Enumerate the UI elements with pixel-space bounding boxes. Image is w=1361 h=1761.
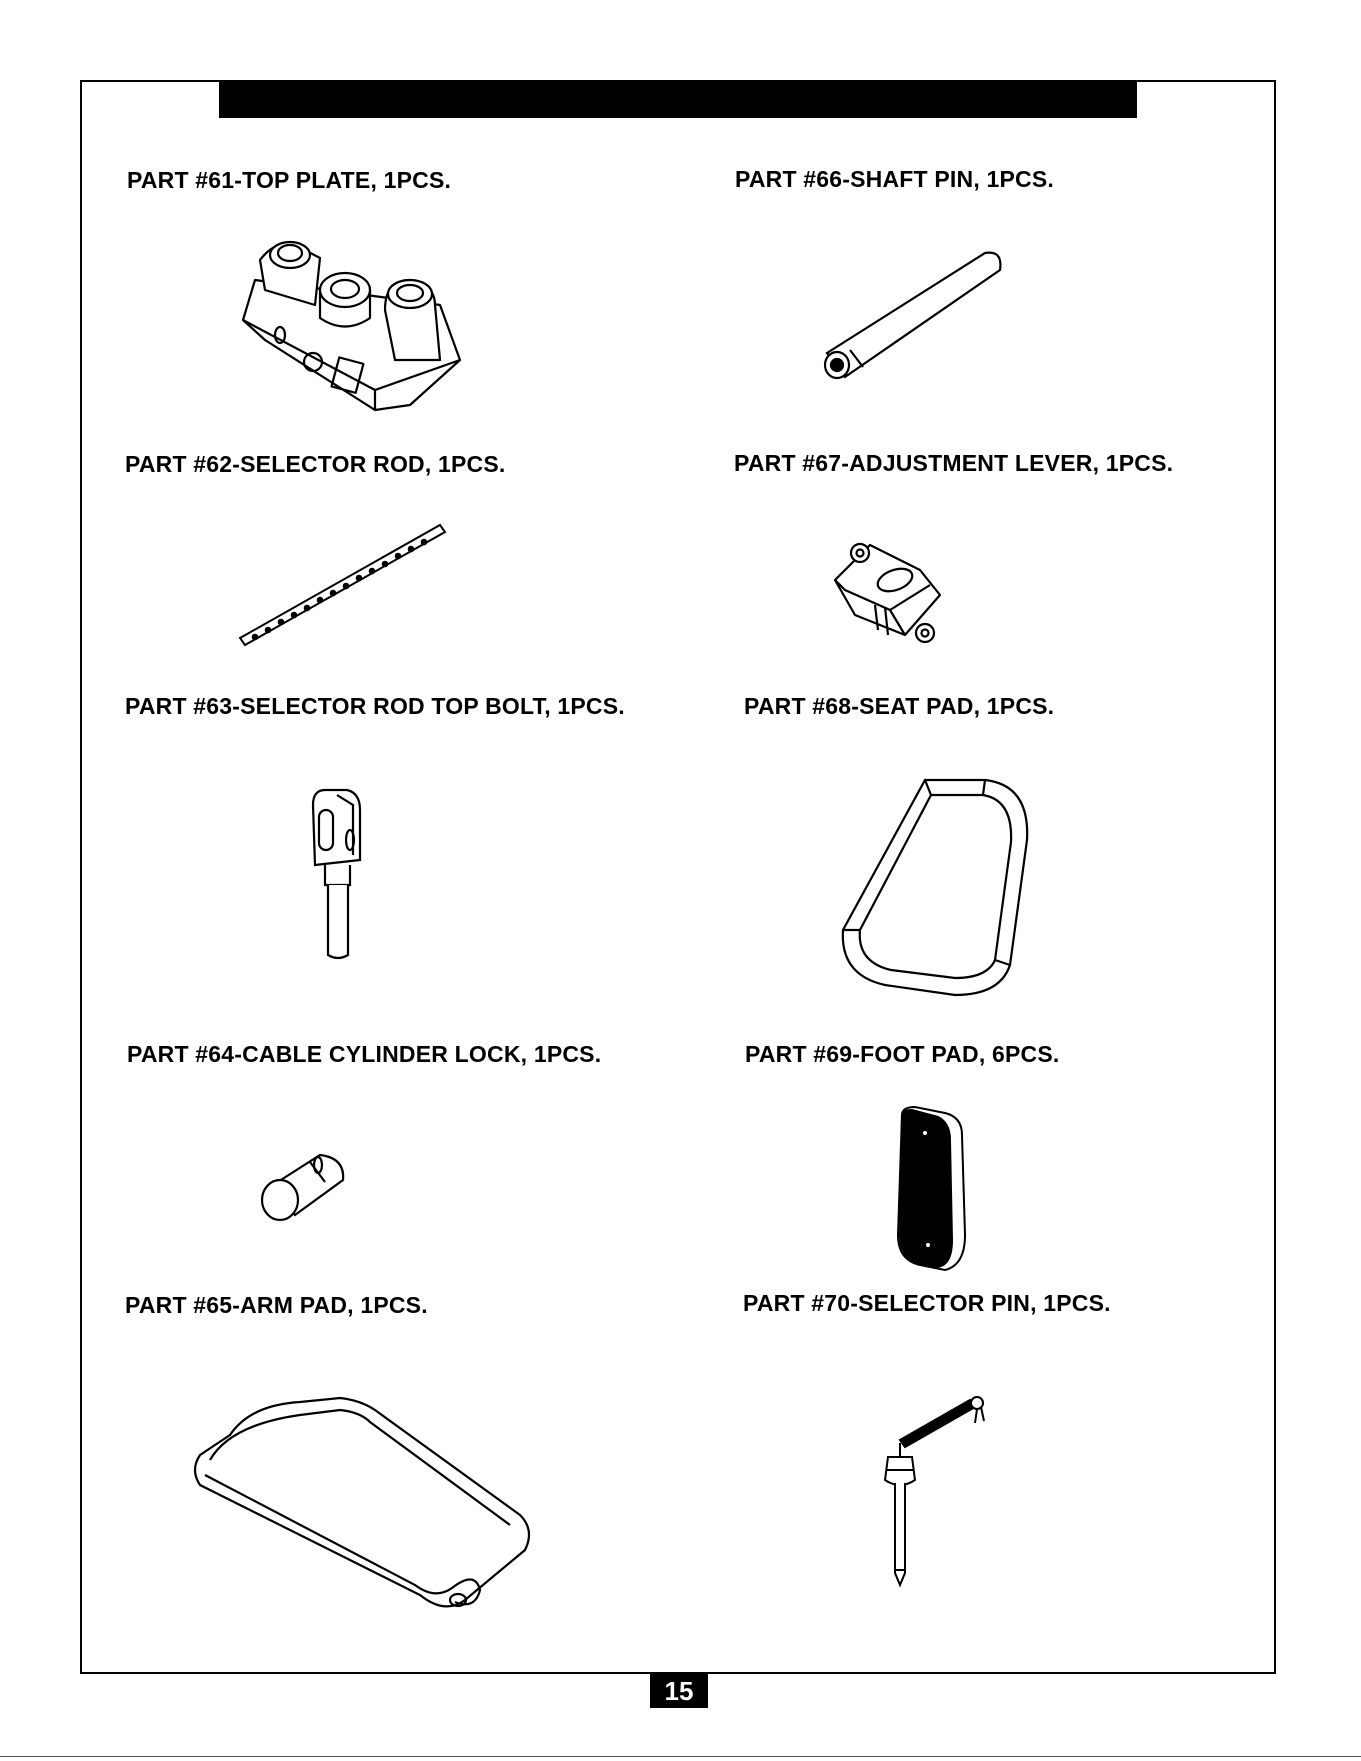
page-number: 15 bbox=[650, 1674, 708, 1708]
selector-rod-top-bolt-icon bbox=[305, 785, 370, 965]
cable-cylinder-lock-icon bbox=[255, 1140, 350, 1225]
arm-pad-icon bbox=[190, 1390, 535, 1615]
part-66-label: PART #66-SHAFT PIN, 1PCS. bbox=[735, 166, 1054, 192]
part-63-label: PART #63-SELECTOR ROD TOP BOLT, 1PCS. bbox=[125, 693, 625, 719]
part-69-label: PART #69-FOOT PAD, 6PCS. bbox=[745, 1041, 1060, 1067]
adjustment-lever-icon bbox=[830, 535, 950, 650]
part-64-label: PART #64-CABLE CYLINDER LOCK, 1PCS. bbox=[127, 1041, 602, 1067]
selector-pin-icon bbox=[860, 1385, 995, 1595]
foot-pad-icon bbox=[890, 1105, 970, 1275]
part-68-label: PART #68-SEAT PAD, 1PCS. bbox=[744, 693, 1055, 719]
part-67-label: PART #67-ADJUSTMENT LEVER, 1PCS. bbox=[734, 450, 1174, 476]
seat-pad-icon bbox=[835, 770, 1035, 1000]
part-61-label: PART #61-TOP PLATE, 1PCS. bbox=[127, 167, 452, 193]
part-70-label: PART #70-SELECTOR PIN, 1PCS. bbox=[743, 1290, 1111, 1316]
top-plate-icon bbox=[235, 230, 465, 415]
part-65-label: PART #65-ARM PAD, 1PCS. bbox=[125, 1292, 428, 1318]
selector-rod-icon bbox=[235, 520, 450, 650]
part-62-label: PART #62-SELECTOR ROD, 1PCS. bbox=[125, 451, 506, 477]
header-bar bbox=[219, 81, 1137, 118]
bottom-rule bbox=[0, 1756, 1361, 1757]
shaft-pin-icon bbox=[815, 245, 1010, 385]
